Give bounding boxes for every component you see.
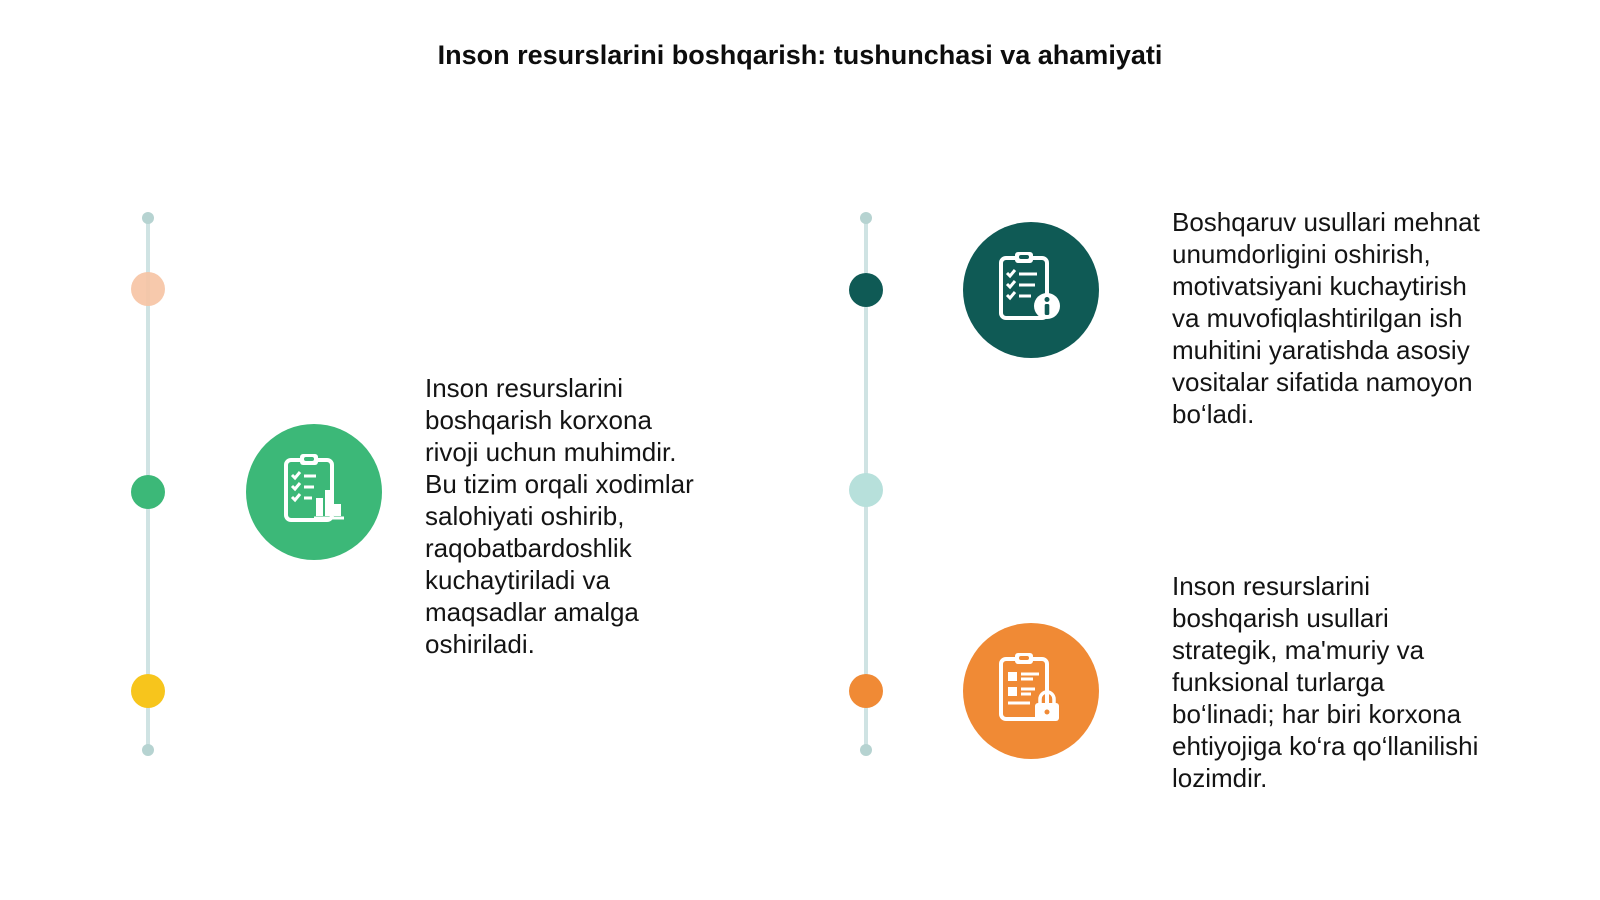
left-marker-green xyxy=(131,475,165,509)
left-marker-yellow xyxy=(131,674,165,708)
right-marker-mint xyxy=(849,473,883,507)
right-rail-bottom-cap xyxy=(860,744,872,756)
clipboard-lock-badge xyxy=(963,623,1099,759)
clipboard-info-badge xyxy=(963,222,1099,358)
left-rail-bottom-cap xyxy=(142,744,154,756)
left-rail-top-cap xyxy=(142,212,154,224)
clipboard-info-icon xyxy=(989,246,1073,335)
clipboard-chart-badge xyxy=(246,424,382,560)
right-marker-orange xyxy=(849,674,883,708)
right-item-2-text: Inson resurslarini boshqarish usullari strategik, ma'muriy va funksional turlarga bo‘linadi; har biri korxona ehtiyojiga ko‘ra qo‘llanilishi lozimdir. xyxy=(1172,571,1479,793)
page-title: Inson resurslarini boshqarish: tushunchasi va ahamiyati xyxy=(437,40,1163,70)
right-marker-dark-teal xyxy=(849,273,883,307)
clipboard-lock-icon xyxy=(989,647,1073,736)
right-item-1-text: Boshqaruv usullari mehnat unumdorligini oshirish, motivatsiyani kuchaytirish va muvofiqlashtirilgan ish muhitini yaratishda asosiy vositalar sifatida namoyon bo‘ladi. xyxy=(1172,207,1480,429)
left-item-text: Inson resurslarini boshqarish korxona rivoji uchun muhimdir. Bu tizim orqali xodimlar salohiyati oshirib, raqobatbardoshlik kuchaytiriladi va maqsadlar amalga oshiriladi. xyxy=(425,373,694,659)
clipboard-chart-icon xyxy=(272,448,356,537)
right-rail-top-cap xyxy=(860,212,872,224)
left-marker-peach xyxy=(131,272,165,306)
